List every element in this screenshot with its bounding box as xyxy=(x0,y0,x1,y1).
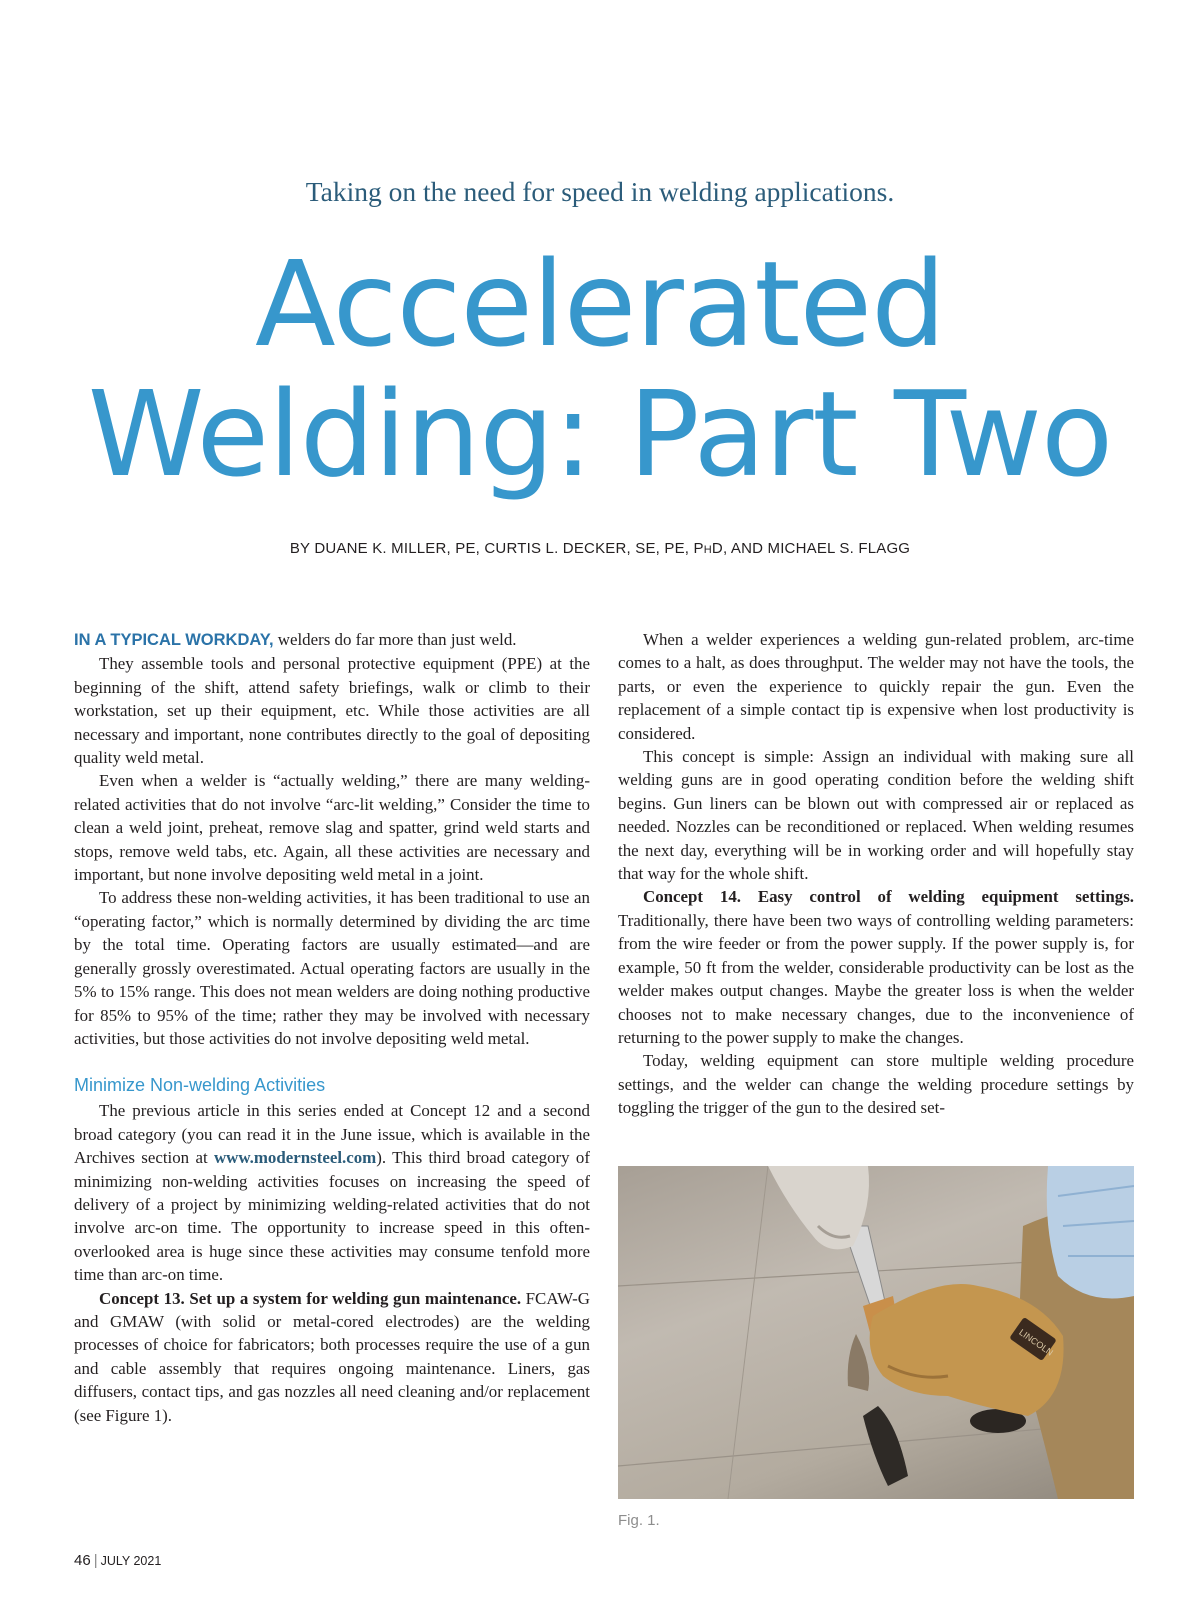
paragraph-with-link xyxy=(74,1099,590,1286)
headline-line-2: Welding: Part Two xyxy=(87,365,1113,503)
page-number: 46 xyxy=(74,1552,91,1569)
article-column-right xyxy=(618,628,1134,1120)
lead-in: IN A TYPICAL WORKDAY, xyxy=(74,631,274,649)
paragraph-text: Traditionally, there have been two ways of controlling welding parameters: from the wire feeder or from the power supply. If the power supply is, for example, 50 ft from the welder, considerable productivity can be lost as the welder makes output changes. Maybe the greater loss is when the welder chooses not to make necessary changes, due to the inconvenience of returning to the power supply to make the changes. xyxy=(618,910,1134,1047)
article-column-left xyxy=(74,628,590,1427)
page-footer xyxy=(74,1552,161,1569)
figure-caption: Fig. 1. xyxy=(618,1512,660,1529)
figure-photo-welding-gun-maintenance xyxy=(618,1166,1134,1499)
paragraph-text: ). This third broad category of minimizing non-welding activities focuses on increasing the speed of delivery of a project by minimizing welding-related activities that do not involve arc-on time. The opportunity to increase speed in this often-overlooked area is huge since these activities may consume tenfold more time than arc-on time. xyxy=(74,1148,590,1285)
paragraph-concept-13 xyxy=(74,1287,590,1427)
byline xyxy=(0,540,1200,557)
paragraph: To address these non-welding activities, it has been traditional to use an “operating factor,” which is normally determined by dividing the arc time by the total time. Operating factors are usually estimated—and are generally grossly overestimated. Actual operating factors are usually in the 5% to 15% range. This does not mean welders are doing nothing productive for 85% to 95% of the time; rather they may be involved with necessary activities, but those activities do not involve depositing weld metal. xyxy=(74,888,590,1048)
concept-14-heading: Concept 14. Easy control of welding equipment settings. xyxy=(643,887,1134,907)
section-subhead: Minimize Non-welding Activities xyxy=(74,1075,326,1096)
paragraph: Even when a welder is “actually welding,” there are many welding-related activities that do not involve “arc-lit welding,” Consider the time to clean a weld joint, preheat, remove slag and spatter, grind weld starts and stops, remove weld tabs, etc. Again, all these activities are necessary and important, but none involve depositing weld metal in a joint. xyxy=(74,771,590,885)
paragraph-text: FCAW-G and GMAW (with solid or metal-cored electrodes) are the welding processes of choice for fabricators; both processes require the use of a gun and cable assembly that requires ongoing maintenance. Liners, gas diffusers, contact tips, and gas nozzles all need cleaning and/or replacement (see Figure 1). xyxy=(74,1288,590,1425)
footer-separator: | xyxy=(93,1552,98,1569)
byline-part-3: , AND MICHAEL S. FLAGG xyxy=(722,540,911,557)
paragraph: This concept is simple: Assign an individual with making sure all welding guns are in good operating condition before the welding shift begins. Gun liners can be blown out with compressed air or replaced as needed. Nozzles can be reconditioned or replaced. When welding resumes the next day, everything will be in working order and will hopefully stay that way for the whole shift. xyxy=(618,747,1134,884)
paragraph-text: The previous article in this series ended at Concept 12 and a second broad category (you can read it in the June issue, which is available in the Archives section at xyxy=(74,1101,590,1168)
paragraph: When a welder experiences a welding gun-related problem, arc-time comes to a halt, as does throughput. The welder may not have the tools, the parts, or even the experience to quickly repair the gun. Even the replacement of a simple contact tip is expensive when lost productivity is considered. xyxy=(618,630,1134,743)
issue-date: JULY 2021 xyxy=(100,1554,162,1568)
byline-part-1: BY DUANE K. MILLER, PE, CURTIS L. DECKER, SE, PE, P xyxy=(289,540,704,557)
paragraph-concept-14 xyxy=(618,885,1134,1049)
byline-part-2: D xyxy=(711,540,723,557)
lead-in-rest: welders do far more than just weld. xyxy=(273,630,517,649)
modernsteel-link[interactable]: www.modernsteel.com xyxy=(213,1148,377,1168)
glove-label: LINCOLN xyxy=(1017,1327,1055,1358)
photo-illustration xyxy=(618,1166,1134,1499)
paragraph: They assemble tools and personal protective equipment (PPE) at the beginning of the shift, attend safety briefings, walk or climb to their workstation, set up their equipment, etc. While those activities are all necessary and important, none contributes directly to the goal of depositing quality weld metal. xyxy=(74,654,590,768)
headline-line-1: Accelerated xyxy=(255,235,945,373)
kicker: Taking on the need for speed in welding applications. xyxy=(305,176,895,207)
byline-part-1-small: H xyxy=(703,544,712,556)
paragraph-lead xyxy=(74,628,590,652)
concept-13-heading: Concept 13. Set up a system for welding gun maintenance. xyxy=(99,1288,522,1308)
paragraph: Today, welding equipment can store multiple welding procedure settings, and the welder can change the welding procedure settings by toggling the trigger of the gun to the desired set- xyxy=(618,1051,1134,1118)
